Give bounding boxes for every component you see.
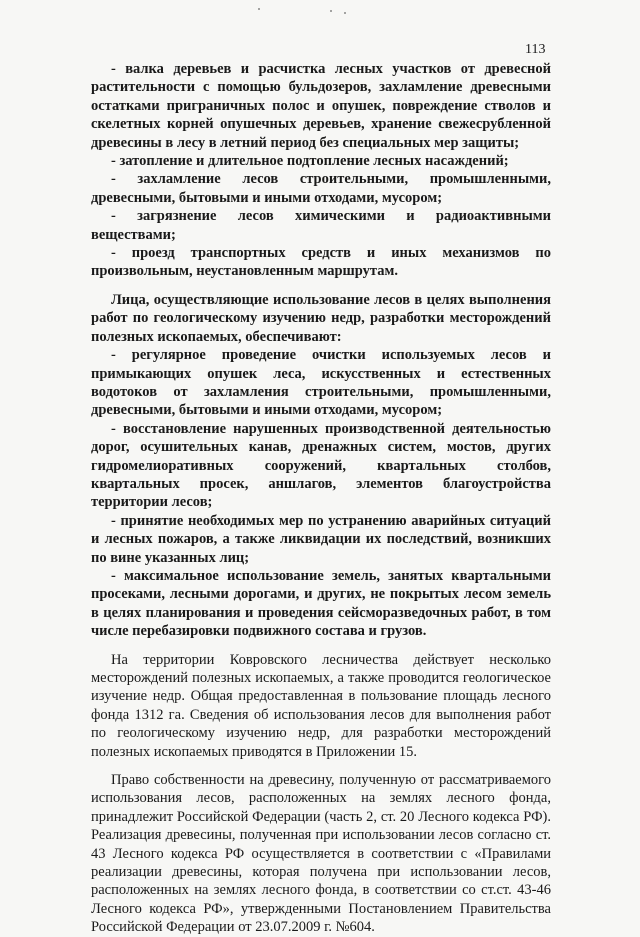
paragraph: На территории Ковровского лесничества действует несколько месторождений полезных ископаемых, а также проводится геологическое изучение недр. Общая предоставленная в пользование площадь лесного фонда 1312 га. Сведения об использования лесов для выполнения работ по геологическому изучению недр, для разработки месторождений полезных ископаемых приводятся в Приложении 15. [91,651,551,760]
paragraph: - принятие необходимых мер по устранению аварийных ситуаций и лесных пожаров, а также ликвидации их последствий, возникших по вине указанных лиц; [91,512,551,566]
paragraph: Право собственности на древесину, полученную от рассматриваемого использования лесов, расположенных на землях лесного фонда, принадлежит Российской Федерации (часть 2, ст. 20 Лесного кодекса РФ). Реализация древесины, полученная при использовании лесов согласно ст. 43 Лесного кодекса РФ осуществляется в соответствии с «Правилами реализации древесины, которая получена при использовании лесов, расположенных на землях лесного фонда, в соответствии со ст.ст. 43-46 Лесного кодекса РФ», утвержденными Постановлением Правительства Российской Федерации от 23.07.2009 г. №604. [91,772,551,936]
paragraph: - валка деревьев и расчистка лесных участков от древесной растительности с помощью бульдозеров, захламление древесными остатками приграничных полос и опушек, повреждение стволов и скелетных корней опушечных деревьев, хранение свежесрубленной древесины в лесу в летний период без специальных мер защиты; [91,61,551,151]
paragraph: - проезд транспортных средств и иных механизмов по произвольным, неустановленным маршрутам. [91,245,551,280]
paragraph: - захламление лесов строительными, промышленными, древесными, бытовыми и иными отходами, мусором; [91,171,551,206]
page-number: 113 [525,42,546,57]
paragraph: - затопление и длительное подтопление лесных насаждений; [111,153,509,170]
scan-artifact [258,8,260,10]
scan-artifact [330,10,332,12]
paragraph: - максимальное использование земель, занятых квартальными просеками, лесными дорогами, и других, не покрытых лесом земель в целях планирования и проведения сейсморазведочных работ, в том числе перебазировки подвижного состава и грузов. [91,567,551,640]
paragraph: - загрязнение лесов химическими и радиоактивными веществами; [91,208,551,243]
body-text [91,60,551,937]
scan-artifact [344,12,346,14]
paragraph: Лица, осуществляющие использование лесов в целях выполнения работ по геологическому изучению недр, разработки месторождений полезных ископаемых, обеспечивают: [91,291,551,345]
paragraph: - восстановление нарушенных производственной деятельностью дорог, осушительных канав, дренажных систем, мостов, других гидромелиоративных сооружений, квартальных столбов, квартальных просек, аншлагов, элементов благоустройства территории лесов; [91,420,551,511]
paragraph: - регулярное проведение очистки используемых лесов и примыкающих опушек леса, искусственных и естественных водотоков от захламления строительными, промышленными, древесными, бытовыми и иными отходами, мусором; [91,347,551,419]
